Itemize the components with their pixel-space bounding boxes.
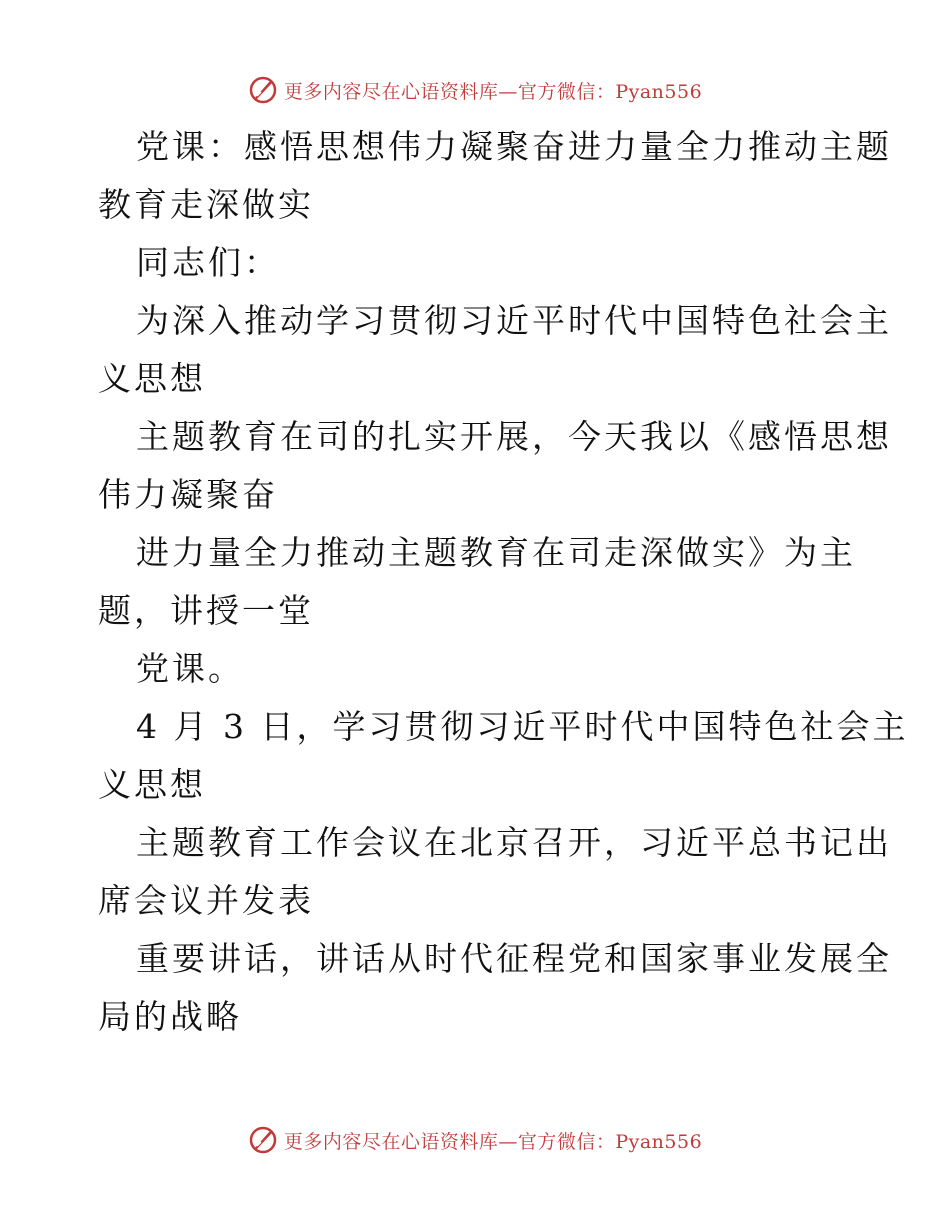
text-line: 义思想 — [98, 765, 206, 804]
text-line: 同志们： — [136, 243, 280, 282]
text-line: 进力量全力推动主题教育在司走深做实》为主 — [136, 533, 856, 572]
text-line: 教育走深做实 — [98, 185, 314, 224]
text-line: 伟力凝聚奋 — [98, 475, 278, 514]
banner-content — [248, 1125, 702, 1155]
text-line: 义思想 — [98, 359, 206, 398]
text-line: 党课。 — [136, 649, 244, 688]
feather-pen-logo-icon — [248, 75, 278, 105]
header-banner — [0, 70, 950, 110]
footer-banner — [0, 1120, 950, 1160]
text-line: 主题教育在司的扎实开展，今天我以《感悟思想 — [136, 417, 892, 456]
banner-text: 更多内容尽在心语资料库—官方微信：Pyan556 — [283, 80, 703, 103]
feather-pen-logo-icon — [248, 1125, 278, 1155]
text-line: 4 月 3 日，学习贯彻习近平时代中国特色社会主 — [136, 707, 909, 746]
document-body — [98, 118, 909, 1046]
text-line: 席会议并发表 — [98, 881, 314, 920]
text-line: 主题教育工作会议在北京召开，习近平总书记出 — [136, 823, 892, 862]
text-line: 题，讲授一堂 — [98, 591, 314, 630]
text-line: 为深入推动学习贯彻习近平时代中国特色社会主 — [136, 301, 892, 340]
text-line: 党课：感悟思想伟力凝聚奋进力量全力推动主题 — [136, 127, 892, 166]
text-line: 重要讲话，讲话从时代征程党和国家事业发展全 — [136, 939, 892, 978]
banner-content — [248, 75, 702, 105]
text-line: 局的战略 — [98, 997, 242, 1036]
banner-text: 更多内容尽在心语资料库—官方微信：Pyan556 — [283, 1130, 703, 1153]
